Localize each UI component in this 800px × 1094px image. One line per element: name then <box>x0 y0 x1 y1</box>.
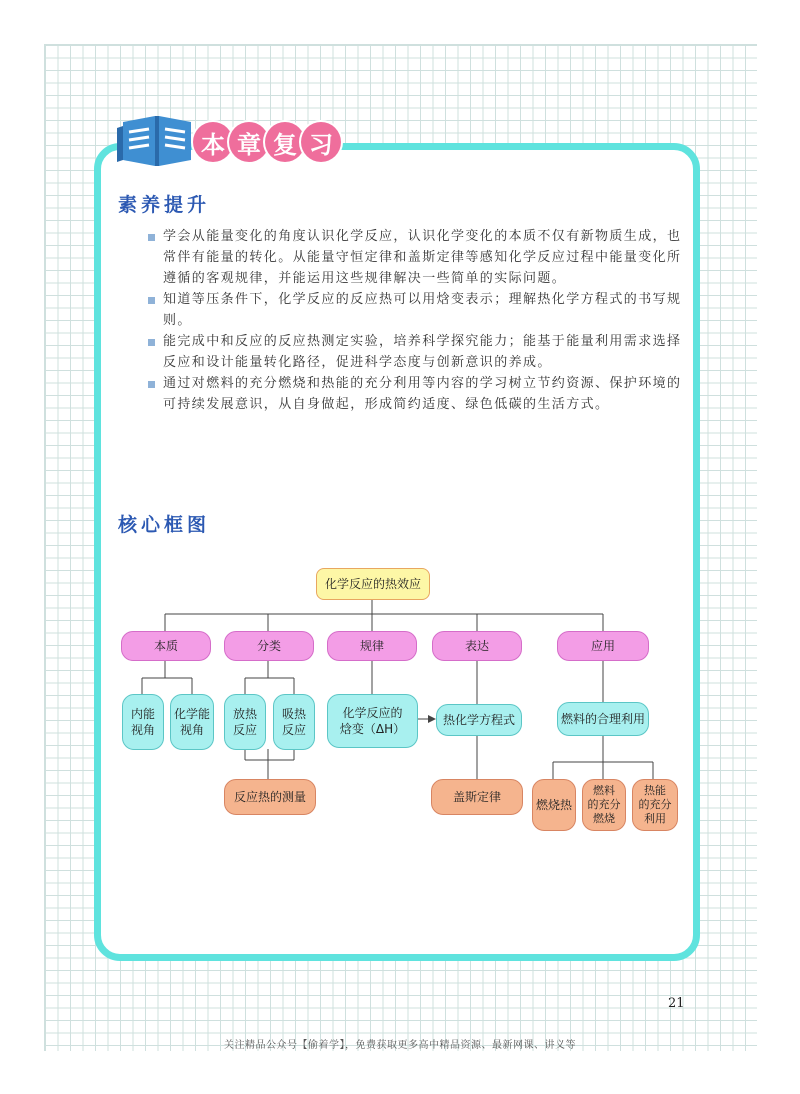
title-char: 章 <box>229 122 269 162</box>
diagram-node-classification: 分类 <box>224 631 314 661</box>
diagram-node-enthalpy-change: 化学反应的 焓变（ΔH） <box>327 694 418 748</box>
list-item: 能完成中和反应的反应热测定实验，培养科学探究能力；能基于能量利用需求选择反应和设计能量转化路径，促进科学态度与创新意识的养成。 <box>148 331 688 373</box>
diagram-node-application: 应用 <box>557 631 649 661</box>
list-item: 知道等压条件下，化学反应的反应热可以用焓变表示；理解热化学方程式的书写规则。 <box>148 289 688 331</box>
title-char: 习 <box>301 122 341 162</box>
diagram-node-combustion-heat: 燃烧热 <box>532 779 576 831</box>
diagram-node-internal-energy: 内能 视角 <box>122 694 164 750</box>
diagram-node-expression: 表达 <box>432 631 522 661</box>
diagram-node-law: 规律 <box>327 631 417 661</box>
diagram-node-chemical-energy: 化学能 视角 <box>170 694 214 750</box>
footer-notice: 关注精品公众号【偷着学】，免费获取更多高中精品资源、最新网课、讲义等 <box>224 1040 576 1051</box>
diagram-node-thermochemical-equation: 热化学方程式 <box>436 704 522 736</box>
diagram-root-thermal-effect: 化学反应的热效应 <box>316 568 430 600</box>
list-item: 学会从能量变化的角度认识化学反应，认识化学变化的本质不仅有新物质生成，也常伴有能量的转化。从能量守恒定律和盖斯定律等感知化学反应过程中能量变化所遵循的客观规律，并能运用这些规律解决一些简单的实际问题。 <box>148 226 688 289</box>
diagram-node-fuel-utilization: 燃料的合理利用 <box>557 702 649 736</box>
list-item: 通过对燃料的充分燃烧和热能的充分利用等内容的学习树立节约资源、保护环境的可持续发展意识，从自身做起，形成简约适度、绿色低碳的生活方式。 <box>148 373 688 415</box>
diagram-node-exothermic: 放热 反应 <box>224 694 266 750</box>
title-char: 复 <box>265 122 305 162</box>
title-char: 本 <box>193 122 233 162</box>
diagram-node-essence: 本质 <box>121 631 211 661</box>
diagram-node-hess-law: 盖斯定律 <box>431 779 523 815</box>
diagram-node-heat-utilization: 热能 的充分 利用 <box>632 779 678 831</box>
diagram-node-full-combustion: 燃料 的充分 燃烧 <box>582 779 626 831</box>
section-title-framework: 核心框图 <box>118 514 211 536</box>
diagram-node-heat-measurement: 反应热的测量 <box>224 779 316 815</box>
section-title-literacy: 素养提升 <box>118 194 211 216</box>
diagram-node-endothermic: 吸热 反应 <box>273 694 315 750</box>
page-number: 21 <box>668 996 685 1011</box>
